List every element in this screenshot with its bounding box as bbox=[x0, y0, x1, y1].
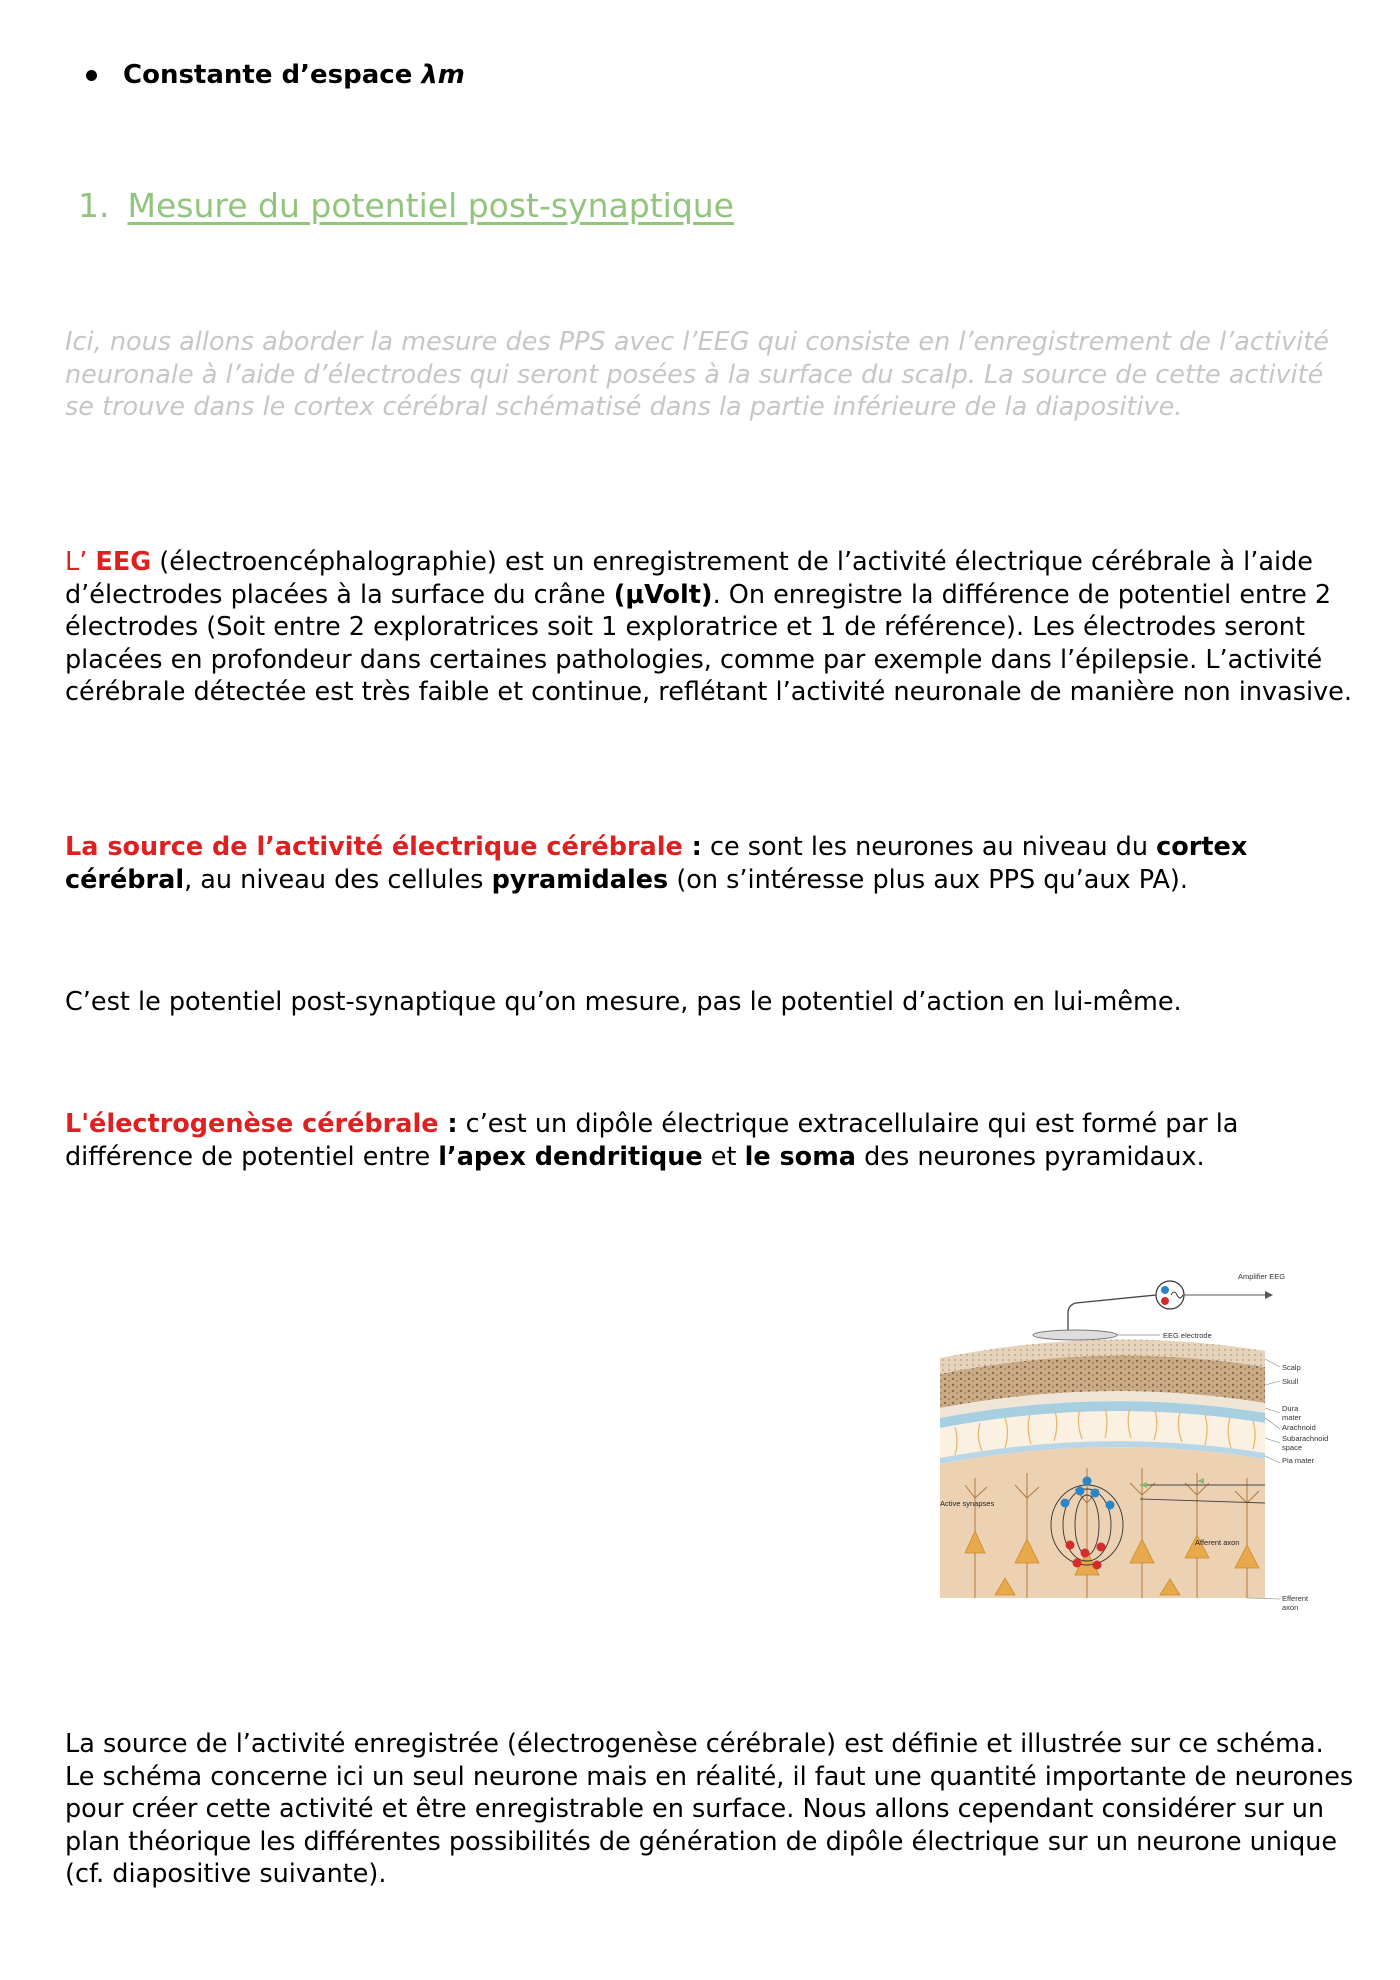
label-subarachnoid: Subarachnoid bbox=[1282, 1434, 1329, 1443]
label-arachnoid: Arachnoid bbox=[1282, 1423, 1316, 1432]
electrogenese-bold-soma: le soma bbox=[744, 1141, 856, 1172]
conclusion-paragraph: La source de l’activité enregistrée (électrogenèse cérébrale) est définie et illustrée sur ce schéma. Le schéma concerne ici un seul neurone mais en réalité, il faut une quantité importante de neurones pour créer cette activité et être enregistrable en surface. Nous allons cependant considérer sur un plan théorique les différentes possibilités de génération de dipôle électrique sur un neurone unique (cf. diapositive suivante). bbox=[65, 1729, 1354, 1889]
eeg-text-1: (électroencéphalographie) est un enregistrement de l’activité électrique cérébrale à l’aide d’électrodes placées à la surface du crâne bbox=[65, 547, 1313, 610]
eeg-cortex-figure bbox=[935, 1263, 1345, 1635]
label-mater: mater bbox=[1282, 1413, 1302, 1422]
section-title: Mesure du potentiel post-synaptique bbox=[127, 186, 734, 225]
electrogenese-bold-apex: l’apex dendritique bbox=[438, 1141, 703, 1172]
eeg-electrode-icon bbox=[1033, 1330, 1117, 1340]
bullet-dot bbox=[86, 70, 97, 81]
electrogenese-term: L'électrogenèse cérébrale bbox=[65, 1109, 439, 1139]
bullet-label: Constante d’espace bbox=[123, 60, 413, 90]
label-afferent-axon: Afferent axon bbox=[1195, 1538, 1240, 1547]
label-axon: axon bbox=[1282, 1603, 1299, 1612]
electrogenese-text-2: et bbox=[702, 1141, 745, 1172]
label-eeg-electrode: EEG electrode bbox=[1163, 1331, 1212, 1340]
section-heading bbox=[78, 186, 734, 225]
source-text-2: , au niveau des cellules bbox=[184, 864, 492, 895]
eeg-unit: (μVolt) bbox=[613, 579, 713, 610]
electrogenese-text-3: des neurones pyramidaux. bbox=[855, 1141, 1205, 1172]
source-colon: : bbox=[682, 832, 702, 862]
source-bold-cortex: cortex cérébral bbox=[65, 832, 1248, 895]
section-number: 1. bbox=[78, 186, 110, 225]
electrogenese-colon: : bbox=[438, 1109, 458, 1139]
pps-note-paragraph: C’est le potentiel post-synaptique qu’on mesure, pas le potentiel d’action en lui-même. bbox=[65, 987, 1182, 1017]
label-scalp: Scalp bbox=[1282, 1363, 1301, 1372]
label-efferent: Efferent bbox=[1282, 1594, 1309, 1603]
label-pia-mater: Pia mater bbox=[1282, 1456, 1315, 1465]
cortex-area bbox=[940, 1447, 1265, 1598]
label-space: space bbox=[1282, 1443, 1303, 1452]
electrode-wire bbox=[1068, 1295, 1156, 1333]
eeg-term: EEG bbox=[95, 547, 152, 577]
source-term: La source de l’activité électrique cérébrale bbox=[65, 832, 683, 862]
eeg-paragraph bbox=[65, 546, 1355, 709]
source-text-1: ce sont les neurones au niveau du bbox=[701, 832, 1157, 862]
eeg-text-2: . On enregistre la différence de potentiel entre 2 électrodes (Soit entre 2 exploratrices soit 1 exploratrice et 1 de référence). Les électrodes seront placées en profondeur dans certaines pathologies, comme par exemple dans l’épilepsie. L’activité cérébrale détectée est très faible et continue, reflétant l’activité neuronale de manière non invasive. bbox=[65, 579, 1352, 707]
amplifier-icon bbox=[1156, 1281, 1273, 1309]
source-paragraph bbox=[65, 831, 1355, 896]
bullet-item-space-constant bbox=[86, 60, 465, 90]
source-bold-pyramidal: pyramidales bbox=[491, 864, 669, 895]
label-skull: Skull bbox=[1282, 1377, 1299, 1386]
label-dura: Dura bbox=[1282, 1404, 1299, 1413]
eeg-prefix: L’ bbox=[65, 547, 96, 577]
label-active-synapses: Active synapses bbox=[940, 1499, 995, 1508]
lambda-symbol: λm bbox=[421, 60, 465, 90]
electrogenese-text-1: c’est un dipôle électrique extracellulaire qui est formé par la différence de potentiel entre bbox=[65, 1109, 1239, 1172]
label-amplifier: Amplifier EEG bbox=[1238, 1272, 1286, 1281]
intro-paragraph: Ici, nous allons aborder la mesure des PPS avec l’EEG qui consiste en l’enregistrement de l’activité neuronale à l’aide d’électrodes qui seront posées à la surface du scalp. La source de cette activité se trouve dans le cortex cérébral schématisé dans la partie inférieure de la diapositive. bbox=[65, 327, 1329, 422]
electrogenese-paragraph bbox=[65, 1108, 1355, 1173]
source-text-3: (on s’intéresse plus aux PPS qu’aux PA). bbox=[668, 864, 1188, 895]
